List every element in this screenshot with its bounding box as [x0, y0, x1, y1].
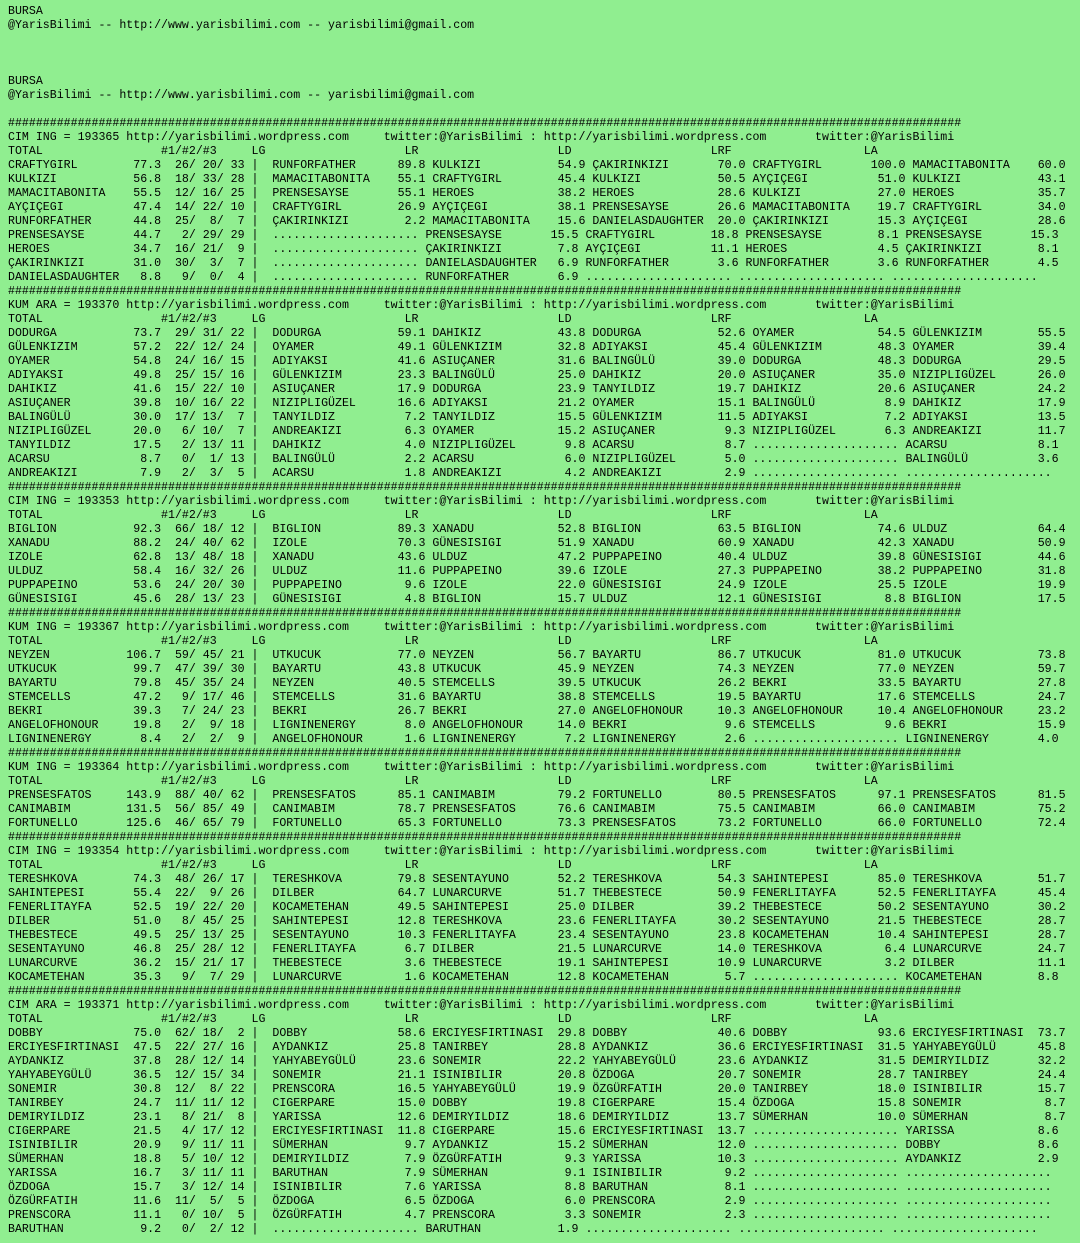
report-line: ÇAKIRINKIZI 31.0 30/ 3/ 7 | ..................... DANIELASDAUGHTER 6.9 RUNFORFATHER 3.6 RUNFORFATHER 3.6 RUNFORFATHER 4.5: [8, 257, 1059, 270]
blank-line: [8, 61, 1080, 75]
report-line: LUNARCURVE 36.2 15/ 21/ 17 | THEBESTECE 3.6 THEBESTECE 19.1 SAHINTEPESI 10.9 LUNARCURVE 3.2 DILBER 11.1: [8, 957, 1066, 970]
report-line: MAMACITABONITA 55.5 12/ 16/ 25 | PRENSESAYSE 55.1 HEROES 38.2 HEROES 28.6 KULKIZI 27.0 HEROES 35.7: [8, 187, 1066, 200]
race-header: KUM ING = 193364 http://yarisbilimi.wordpress.com twitter:@YarisBilimi : http://yarisbilimi.wordpress.com twitter:@YarisBilimi: [8, 761, 955, 774]
column-header: TOTAL #1/#2/#3 LG LR LD LRF LA: [8, 509, 878, 522]
report-line: DILBER 51.0 8/ 45/ 25 | SAHINTEPESI 12.8 TERESHKOVA 23.6 FENERLITAYFA 30.2 SESENTAYUNO 21.5 THEBESTECE 28.7: [8, 915, 1066, 928]
report-line: ISINIBILIR 20.9 9/ 11/ 11 | SÜMERHAN 9.7 AYDANKIZ 15.2 SÜMERHAN 12.0 ..................... DOBBY 8.6: [8, 1139, 1059, 1152]
report-line: ULDUZ 58.4 16/ 32/ 26 | ULDUZ 11.6 PUPPAPEINO 39.6 IZOLE 27.3 PUPPAPEINO 38.2 PUPPAPEINO 31.8: [8, 565, 1066, 578]
section-divider: #########################################################################################################################################: [8, 607, 962, 620]
race-header: CIM ING = 193365 http://yarisbilimi.wordpress.com twitter:@YarisBilimi : http://yarisbilimi.wordpress.com twitter:@YarisBilimi: [8, 131, 955, 144]
report-line: BAYARTU 79.8 45/ 35/ 24 | NEYZEN 40.5 STEMCELLS 39.5 UTKUCUK 26.2 BEKRI 33.5 BAYARTU 27.8: [8, 677, 1066, 690]
report-line: DAHIKIZ 41.6 15/ 22/ 10 | ASIUÇANER 17.9 DODURGA 23.9 TANYILDIZ 19.7 DAHIKIZ 20.6 ASIUÇANER 24.2: [8, 383, 1066, 396]
report-line: UTKUCUK 99.7 47/ 39/ 30 | BAYARTU 43.8 UTKUCUK 45.9 NEYZEN 74.3 NEYZEN 77.0 NEYZEN 59.7: [8, 663, 1066, 676]
report-line: PRENSCORA 11.1 0/ 10/ 5 | ÖZGÜRFATIH 4.7 PRENSCORA 3.3 SONEMIR 2.3 ..................... .....................: [8, 1209, 1052, 1222]
blank-line: [8, 47, 1080, 61]
report-line: ÖZGÜRFATIH 11.6 11/ 5/ 5 | ÖZDOGA 6.5 ÖZDOGA 6.0 PRENSCORA 2.9 ..................... .....................: [8, 1195, 1052, 1208]
report-line: IZOLE 62.8 13/ 48/ 18 | XANADU 43.6 ULDUZ 47.2 PUPPAPEINO 40.4 ULDUZ 39.8 GÜNESISIGI 44.6: [8, 551, 1066, 564]
race-header: CIM ING = 193353 http://yarisbilimi.wordpress.com twitter:@YarisBilimi : http://yarisbilimi.wordpress.com twitter:@YarisBilimi: [8, 495, 955, 508]
blank-line: [8, 33, 1080, 47]
report-line: ACARSU 8.7 0/ 1/ 13 | BALINGÜLÜ 2.2 ACARSU 6.0 NIZIPLIGÜZEL 5.0 ..................... BALINGÜLÜ 3.6: [8, 453, 1059, 466]
report-line: GÜLENKIZIM 57.2 22/ 12/ 24 | OYAMER 49.1 GÜLENKIZIM 32.8 ADIYAKSI 45.4 GÜLENKIZIM 48.3 OYAMER 39.4: [8, 341, 1066, 354]
report-line: BURSA: [8, 5, 43, 18]
report-line: GÜNESISIGI 45.6 28/ 13/ 23 | GÜNESISIGI 4.8 BIGLION 15.7 ULDUZ 12.1 GÜNESISIGI 8.8 BIGLION 17.5: [8, 593, 1066, 606]
report-line: BARUTHAN 9.2 0/ 2/ 12 | ..................... BARUTHAN 1.9 ..................... ..................... .....................: [8, 1223, 1038, 1236]
report-line: PRENSESAYSE 44.7 2/ 29/ 29 | ..................... PRENSESAYSE 15.5 CRAFTYGIRL 18.8 PRENSESAYSE 8.1 PRENSESAYSE 15.3: [8, 229, 1059, 242]
report-line: ASIUÇANER 39.8 10/ 16/ 22 | NIZIPLIGÜZEL 16.6 ADIYAKSI 21.2 OYAMER 15.1 BALINGÜLÜ 8.9 DAHIKIZ 17.9: [8, 397, 1066, 410]
report-line: CIGERPARE 21.5 4/ 17/ 12 | ERCIYESFIRTINASI 11.8 CIGERPARE 15.6 ERCIYESFIRTINASI 13.7 ..................... YARISSA 8.6: [8, 1125, 1059, 1138]
report-line: FENERLITAYFA 52.5 19/ 22/ 20 | KOCAMETEHAN 49.5 SAHINTEPESI 25.0 DILBER 39.2 THEBESTECE 50.2 SESENTAYUNO 30.2: [8, 901, 1066, 914]
report-line: AYDANKIZ 37.8 28/ 12/ 14 | YAHYABEYGÜLÜ 23.6 SONEMIR 22.2 YAHYABEYGÜLÜ 23.6 AYDANKIZ 31.5 DEMIRYILDIZ 32.2: [8, 1055, 1066, 1068]
report-line: @YarisBilimi -- http://www.yarisbilimi.com -- yarisbilimi@gmail.com: [8, 19, 475, 32]
report-line: NIZIPLIGÜZEL 20.0 6/ 10/ 7 | ANDREAKIZI 6.3 OYAMER 15.2 ASIUÇANER 9.3 NIZIPLIGÜZEL 6.3 ANDREAKIZI 11.7: [8, 425, 1066, 438]
column-header: TOTAL #1/#2/#3 LG LR LD LRF LA: [8, 635, 878, 648]
race-header: CIM ING = 193354 http://yarisbilimi.wordpress.com twitter:@YarisBilimi : http://yarisbilimi.wordpress.com twitter:@YarisBilimi: [8, 845, 955, 858]
race-header: KUM ING = 193367 http://yarisbilimi.wordpress.com twitter:@YarisBilimi : http://yarisbilimi.wordpress.com twitter:@YarisBilimi: [8, 621, 955, 634]
report-line: BALINGÜLÜ 30.0 17/ 13/ 7 | TANYILDIZ 7.2 TANYILDIZ 15.5 GÜLENKIZIM 11.5 ADIYAKSI 7.2 ADIYAKSI 13.5: [8, 411, 1066, 424]
section-divider: #########################################################################################################################################: [8, 831, 962, 844]
section-divider: #########################################################################################################################################: [8, 985, 962, 998]
column-header: TOTAL #1/#2/#3 LG LR LD LRF LA: [8, 859, 878, 872]
report-line: OYAMER 54.8 24/ 16/ 15 | ADIYAKSI 41.6 ASIUÇANER 31.6 BALINGÜLÜ 39.0 DODURGA 48.3 DODURGA 29.5: [8, 355, 1066, 368]
section-divider: #########################################################################################################################################: [8, 117, 962, 130]
report-line: PUPPAPEINO 53.6 24/ 20/ 30 | PUPPAPEINO 9.6 IZOLE 22.0 GÜNESISIGI 24.9 IZOLE 25.5 IZOLE 19.9: [8, 579, 1066, 592]
section-divider: #########################################################################################################################################: [8, 481, 962, 494]
section-divider: #########################################################################################################################################: [8, 285, 962, 298]
column-header: TOTAL #1/#2/#3 LG LR LD LRF LA: [8, 313, 878, 326]
report-line: FORTUNELLO 125.6 46/ 65/ 79 | FORTUNELLO 65.3 FORTUNELLO 73.3 PRENSESFATOS 73.2 FORTUNELLO 66.0 FORTUNELLO 72.4: [8, 817, 1066, 830]
report-line: RUNFORFATHER 44.8 25/ 8/ 7 | ÇAKIRINKIZI 2.2 MAMACITABONITA 15.6 DANIELASDAUGHTER 20.0 ÇAKIRINKIZI 15.3 AYÇIÇEGI 28.6: [8, 215, 1066, 228]
report-line: YARISSA 16.7 3/ 11/ 11 | BARUTHAN 7.9 SÜMERHAN 9.1 ISINIBILIR 9.2 ..................... .....................: [8, 1167, 1052, 1180]
report-line: YAHYABEYGÜLÜ 36.5 12/ 15/ 34 | SONEMIR 21.1 ISINIBILIR 20.8 ÖZDOGA 20.7 SONEMIR 28.7 TANIRBEY 24.4: [8, 1069, 1066, 1082]
report-line: ÖZDOGA 15.7 3/ 12/ 14 | ISINIBILIR 7.6 YARISSA 8.8 BARUTHAN 8.1 ..................... .....................: [8, 1181, 1052, 1194]
report-line: BEKRI 39.3 7/ 24/ 23 | BEKRI 26.7 BEKRI 27.0 ANGELOFHONOUR 10.3 ANGELOFHONOUR 10.4 ANGELOFHONOUR 23.2: [8, 705, 1066, 718]
section-divider: #########################################################################################################################################: [8, 747, 962, 760]
report-line: SÜMERHAN 18.8 5/ 10/ 12 | DEMIRYILDIZ 7.9 ÖZGÜRFATIH 9.3 YARISSA 10.3 ..................... AYDANKIZ 2.9: [8, 1153, 1059, 1166]
report-line: STEMCELLS 47.2 9/ 17/ 46 | STEMCELLS 31.6 BAYARTU 38.8 STEMCELLS 19.5 BAYARTU 17.6 STEMCELLS 24.7: [8, 691, 1066, 704]
report-line: HEROES 34.7 16/ 21/ 9 | ..................... ÇAKIRINKIZI 7.8 AYÇIÇEGI 11.1 HEROES 4.5 ÇAKIRINKIZI 8.1: [8, 243, 1059, 256]
column-header: TOTAL #1/#2/#3 LG LR LD LRF LA: [8, 1013, 878, 1026]
report-line: BIGLION 92.3 66/ 18/ 12 | BIGLION 89.3 XANADU 52.8 BIGLION 63.5 BIGLION 74.6 ULDUZ 64.4: [8, 523, 1066, 536]
column-header: TOTAL #1/#2/#3 LG LR LD LRF LA: [8, 145, 878, 158]
report-line: AYÇIÇEGI 47.4 14/ 22/ 10 | CRAFTYGIRL 26.9 AYÇIÇEGI 38.1 PRENSESAYSE 26.6 MAMACITABONITA 19.7 CRAFTYGIRL 34.0: [8, 201, 1066, 214]
report-line: DODURGA 73.7 29/ 31/ 22 | DODURGA 59.1 DAHIKIZ 43.8 DODURGA 52.6 OYAMER 54.5 GÜLENKIZIM 55.5: [8, 327, 1066, 340]
report-line: ADIYAKSI 49.8 25/ 15/ 16 | GÜLENKIZIM 23.3 BALINGÜLÜ 25.0 DAHIKIZ 20.0 ASIUÇANER 35.0 NIZIPLIGÜZEL 26.0: [8, 369, 1066, 382]
report-line: SONEMIR 30.8 12/ 8/ 22 | PRENSCORA 16.5 YAHYABEYGÜLÜ 19.9 ÖZGÜRFATIH 20.0 TANIRBEY 18.0 ISINIBILIR 15.7: [8, 1083, 1066, 1096]
report-line: DOBBY 75.0 62/ 18/ 2 | DOBBY 58.6 ERCIYESFIRTINASI 29.8 DOBBY 40.6 DOBBY 93.6 ERCIYESFIRTINASI 73.7: [8, 1027, 1066, 1040]
report-line: PRENSESFATOS 143.9 88/ 40/ 62 | PRENSESFATOS 85.1 CANIMABIM 79.2 FORTUNELLO 80.5 PRENSESFATOS 97.1 PRENSESFATOS 81.5: [8, 789, 1066, 802]
report-line: TANIRBEY 24.7 11/ 11/ 12 | CIGERPARE 15.0 DOBBY 19.8 CIGERPARE 15.4 ÖZDOGA 15.8 SONEMIR 8.7: [8, 1097, 1066, 1110]
report-line: SESENTAYUNO 46.8 25/ 28/ 12 | FENERLITAYFA 6.7 DILBER 21.5 LUNARCURVE 14.0 TERESHKOVA 6.4 LUNARCURVE 24.7: [8, 943, 1066, 956]
report-line: SAHINTEPESI 55.4 22/ 9/ 26 | DILBER 64.7 LUNARCURVE 51.7 THEBESTECE 50.9 FENERLITAYFA 52.5 FENERLITAYFA 45.4: [8, 887, 1066, 900]
report-line: XANADU 88.2 24/ 40/ 62 | IZOLE 70.3 GÜNESISIGI 51.9 XANADU 60.9 XANADU 42.3 XANADU 50.9: [8, 537, 1066, 550]
report-line: BURSA: [8, 75, 43, 88]
race-header: CIM ARA = 193371 http://yarisbilimi.wordpress.com twitter:@YarisBilimi : http://yarisbilimi.wordpress.com twitter:@YarisBilimi: [8, 999, 955, 1012]
report-line: ANGELOFHONOUR 19.8 2/ 9/ 18 | LIGNINENERGY 8.0 ANGELOFHONOUR 14.0 BEKRI 9.6 STEMCELLS 9.6 BEKRI 15.9: [8, 719, 1066, 732]
report-line: TANYILDIZ 17.5 2/ 13/ 11 | DAHIKIZ 4.0 NIZIPLIGÜZEL 9.8 ACARSU 8.7 ..................... ACARSU 8.1: [8, 439, 1059, 452]
report-line: ERCIYESFIRTINASI 47.5 22/ 27/ 16 | AYDANKIZ 25.8 TANIRBEY 28.8 AYDANKIZ 36.6 ERCIYESFIRTINASI 31.5 YAHYABEYGÜLÜ 45.8: [8, 1041, 1066, 1054]
report-line: CRAFTYGIRL 77.3 26/ 20/ 33 | RUNFORFATHER 89.8 KULKIZI 54.9 ÇAKIRINKIZI 70.0 CRAFTYGIRL 100.0 MAMACITABONITA 60.0: [8, 159, 1066, 172]
report-line: ANDREAKIZI 7.9 2/ 3/ 5 | ACARSU 1.8 ANDREAKIZI 4.2 ANDREAKIZI 2.9 ..................... .....................: [8, 467, 1052, 480]
report-line: CANIMABIM 131.5 56/ 85/ 49 | CANIMABIM 78.7 PRENSESFATOS 76.6 CANIMABIM 75.5 CANIMABIM 66.0 CANIMABIM 75.2: [8, 803, 1066, 816]
report-line: TERESHKOVA 74.3 48/ 26/ 17 | TERESHKOVA 79.8 SESENTAYUNO 52.2 TERESHKOVA 54.3 SAHINTEPESI 85.0 TERESHKOVA 51.7: [8, 873, 1066, 886]
column-header: TOTAL #1/#2/#3 LG LR LD LRF LA: [8, 775, 878, 788]
report-line: LIGNINENERGY 8.4 2/ 2/ 9 | ANGELOFHONOUR 1.6 LIGNINENERGY 7.2 LIGNINENERGY 2.6 ..................... LIGNINENERGY 4.0: [8, 733, 1059, 746]
report-line: NEYZEN 106.7 59/ 45/ 21 | UTKUCUK 77.0 NEYZEN 56.7 BAYARTU 86.7 UTKUCUK 81.0 UTKUCUK 73.8: [8, 649, 1066, 662]
report-line: @YarisBilimi -- http://www.yarisbilimi.com -- yarisbilimi@gmail.com: [8, 89, 475, 102]
report-line: KULKIZI 56.8 18/ 33/ 28 | MAMACITABONITA 55.1 CRAFTYGIRL 45.4 KULKIZI 50.5 AYÇIÇEGI 51.0 KULKIZI 43.1: [8, 173, 1066, 186]
race-header: KUM ARA = 193370 http://yarisbilimi.wordpress.com twitter:@YarisBilimi : http://yarisbilimi.wordpress.com twitter:@YarisBilimi: [8, 299, 955, 312]
report-line: THEBESTECE 49.5 25/ 13/ 25 | SESENTAYUNO 10.3 FENERLITAYFA 23.4 SESENTAYUNO 23.8 KOCAMETEHAN 10.4 SAHINTEPESI 28.7: [8, 929, 1066, 942]
report-line: DEMIRYILDIZ 23.1 8/ 21/ 8 | YARISSA 12.6 DEMIRYILDIZ 18.6 DEMIRYILDIZ 13.7 SÜMERHAN 10.0 SÜMERHAN 8.7: [8, 1111, 1066, 1124]
report-line: KOCAMETEHAN 35.3 9/ 7/ 29 | LUNARCURVE 1.6 KOCAMETEHAN 12.8 KOCAMETEHAN 5.7 ..................... KOCAMETEHAN 8.8: [8, 971, 1059, 984]
blank-line: [8, 103, 1080, 117]
report-line: DANIELASDAUGHTER 8.8 9/ 0/ 4 | ..................... RUNFORFATHER 6.9 ..................... ..................... .....................: [8, 271, 1038, 284]
